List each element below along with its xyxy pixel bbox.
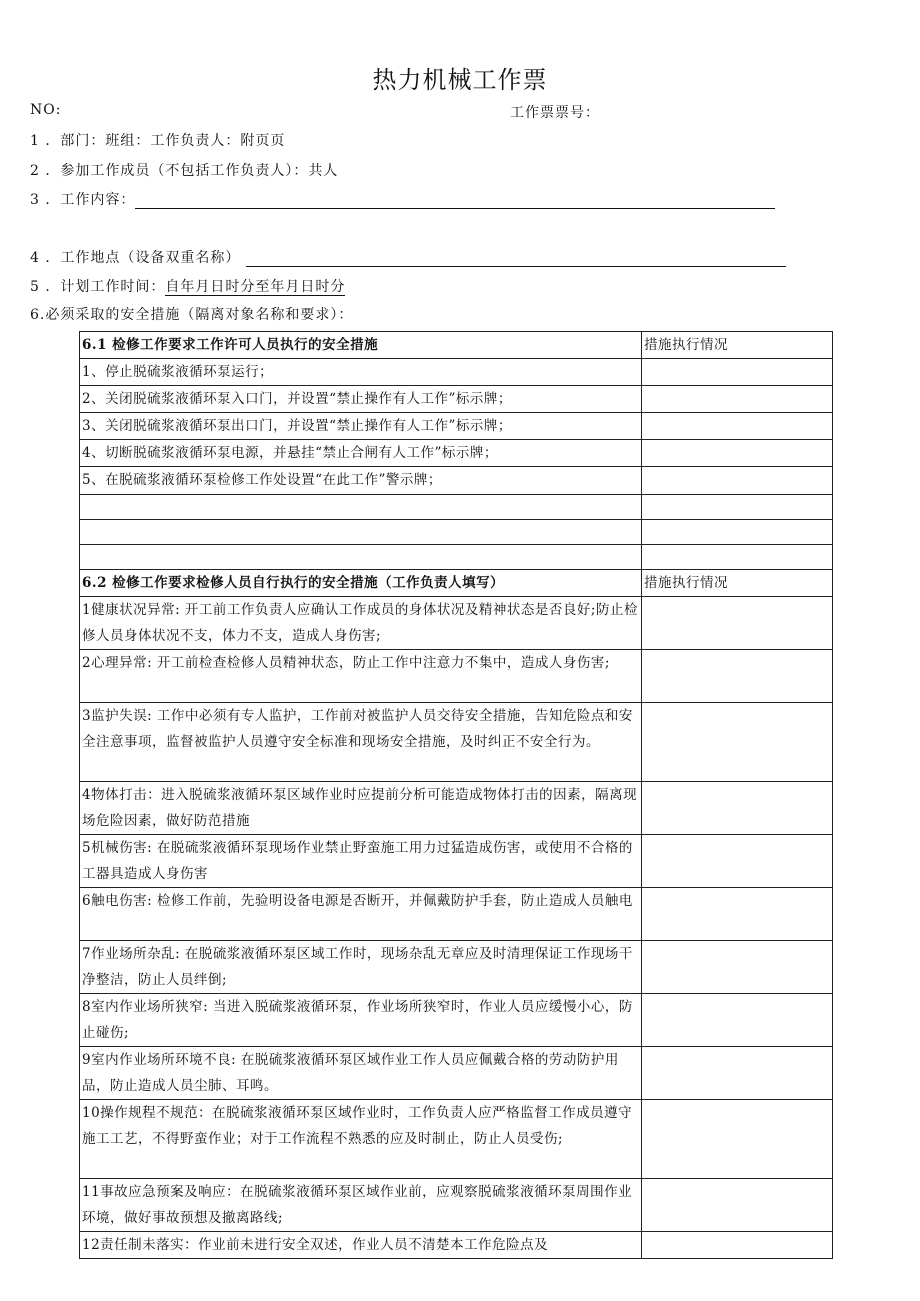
planned-time-line [30, 276, 345, 296]
measure-item: 2、关闭脱硫浆液循环泵入口门，并设置“禁止操作有人工作”标示牌； [80, 386, 642, 413]
table-row [80, 888, 833, 941]
status-cell[interactable] [642, 835, 833, 888]
work-location-label: 4 ．工作地点（设备双重名称） [30, 250, 241, 266]
measure-item: 12责任制未落实：作业前未进行安全双述，作业人员不清楚本工作危险点及 [80, 1232, 642, 1259]
measure-item: 7作业场所杂乱: 在脱硫浆液循环泵区域工作时，现场杂乱无章应及时清理保证工作现场干净整洁，防止人员绊倒; [80, 941, 642, 994]
table-row-empty [80, 545, 833, 570]
table-row [80, 1232, 833, 1259]
planned-time-value: 自年月日时分至年月日时分 [165, 279, 346, 295]
status-cell[interactable] [642, 413, 833, 440]
status-cell[interactable] [642, 1232, 833, 1259]
table-row-empty [80, 495, 833, 520]
table-row [80, 386, 833, 413]
measure-item-empty[interactable] [80, 495, 642, 520]
work-location-blank[interactable] [246, 252, 786, 267]
table-row [80, 467, 833, 495]
ticket-number-label: 工作票票号： [510, 105, 600, 121]
safety-measures-table [79, 331, 833, 1259]
status-cell[interactable] [642, 941, 833, 994]
table-row [80, 413, 833, 440]
table-row [80, 1047, 833, 1100]
status-cell[interactable] [642, 520, 833, 545]
members-line: 2 ．参加工作成员（不包括工作负责人）：共人 [30, 163, 339, 179]
measure-item: 6触电伤害: 检修工作前，先验明设备电源是否断开，并佩戴防护手套，防止造成人员触电 [80, 888, 642, 941]
status-cell[interactable] [642, 1100, 833, 1179]
table-row [80, 359, 833, 386]
work-location-line [30, 247, 786, 267]
section61-status-header: 措施执行情况 [642, 332, 833, 359]
status-cell[interactable] [642, 782, 833, 835]
measure-item-empty[interactable] [80, 520, 642, 545]
measure-item: 10操作规程不规范：在脱硫浆液循环泵区域作业时，工作负责人应严格监督工作成员遵守施工工艺，不得野蛮作业；对于工作流程不熟悉的应及时制止，防止人员受伤; [80, 1100, 642, 1179]
section62-header: 6.2 检修工作要求检修人员自行执行的安全措施（工作负责人填写） [80, 570, 642, 597]
status-cell[interactable] [642, 703, 833, 782]
measure-item: 1健康状况异常: 开工前工作负责人应确认工作成员的身体状况及精神状态是否良好;防止检修人员身体状况不支，体力不支，造成人身伤害; [80, 597, 642, 650]
measure-item: 3、关闭脱硫浆液循环泵出口门，并设置“禁止操作有人工作”标示牌； [80, 413, 642, 440]
department-line: 1 ．部门：班组：工作负责人：附页页 [30, 133, 286, 149]
status-cell[interactable] [642, 545, 833, 570]
section61-header: 6.1 检修工作要求工作许可人员执行的安全措施 [80, 332, 642, 359]
section62-status-header: 措施执行情况 [642, 570, 833, 597]
safety-measures-line: 6.必须采取的安全措施（隔离对象名称和要求）： [30, 307, 354, 323]
work-content-line [30, 189, 775, 209]
measure-item: 4、切断脱硫浆液循环泵电源，并悬挂“禁止合闸有人工作”标示牌； [80, 440, 642, 467]
measure-item: 4物体打击：进入脱硫浆液循环泵区域作业时应提前分析可能造成物体打击的因素，隔离现场危险因素，做好防范措施 [80, 782, 642, 835]
planned-time-label: 5 ．计划工作时间： [30, 279, 166, 295]
status-cell[interactable] [642, 467, 833, 495]
work-content-blank[interactable] [135, 194, 775, 209]
table-row [80, 597, 833, 650]
status-cell[interactable] [642, 888, 833, 941]
table-row [80, 1100, 833, 1179]
table-row [80, 650, 833, 703]
status-cell[interactable] [642, 386, 833, 413]
status-cell[interactable] [642, 994, 833, 1047]
measure-item: 1、停止脱硫浆液循环泵运行； [80, 359, 642, 386]
table-row-empty [80, 520, 833, 545]
table-row [80, 440, 833, 467]
measure-item: 5机械伤害: 在脱硫浆液循环泵现场作业禁止野蛮施工用力过猛造成伤害，或使用不合格的工器具造成人身伤害 [80, 835, 642, 888]
table-row [80, 941, 833, 994]
table-row [80, 994, 833, 1047]
status-cell[interactable] [642, 440, 833, 467]
status-cell[interactable] [642, 1047, 833, 1100]
measure-item-empty[interactable] [80, 545, 642, 570]
measure-item: 3监护失误: 工作中必须有专人监护，工作前对被监护人员交待安全措施，告知危险点和安全注意事项，监督被监护人员遵守安全标准和现场安全措施，及时纠正不安全行为。 [80, 703, 642, 782]
section62-header-row [80, 570, 833, 597]
measure-item: 8室内作业场所狭窄: 当进入脱硫浆液循环泵，作业场所狭窄时，作业人员应缓慢小心，防止碰伤; [80, 994, 642, 1047]
table-row [80, 703, 833, 782]
table-row [80, 835, 833, 888]
status-cell[interactable] [642, 1179, 833, 1232]
status-cell[interactable] [642, 597, 833, 650]
measure-item: 5、在脱硫浆液循环泵检修工作处设置“在此工作”警示牌； [80, 467, 642, 495]
status-cell[interactable] [642, 650, 833, 703]
measure-item: 9室内作业场所环境不良: 在脱硫浆液循环泵区域作业工作人员应佩戴合格的劳动防护用品，防止造成人员尘肺、耳鸣。 [80, 1047, 642, 1100]
status-cell[interactable] [642, 359, 833, 386]
measure-item: 2心理异常: 开工前检查检修人员精神状态，防止工作中注意力不集中，造成人身伤害; [80, 650, 642, 703]
work-content-label: 3 ．工作内容： [30, 192, 136, 208]
measure-item: 11事故应急预案及响应：在脱硫浆液循环泵区域作业前，应观察脱硫浆液循环泵周围作业环境，做好事故预想及撤离路线; [80, 1179, 642, 1232]
status-cell[interactable] [642, 495, 833, 520]
no-label: NO: [30, 102, 62, 118]
document-title: 热力机械工作票 [372, 66, 548, 94]
table-row [80, 1179, 833, 1232]
table-row [80, 782, 833, 835]
section61-header-row [80, 332, 833, 359]
